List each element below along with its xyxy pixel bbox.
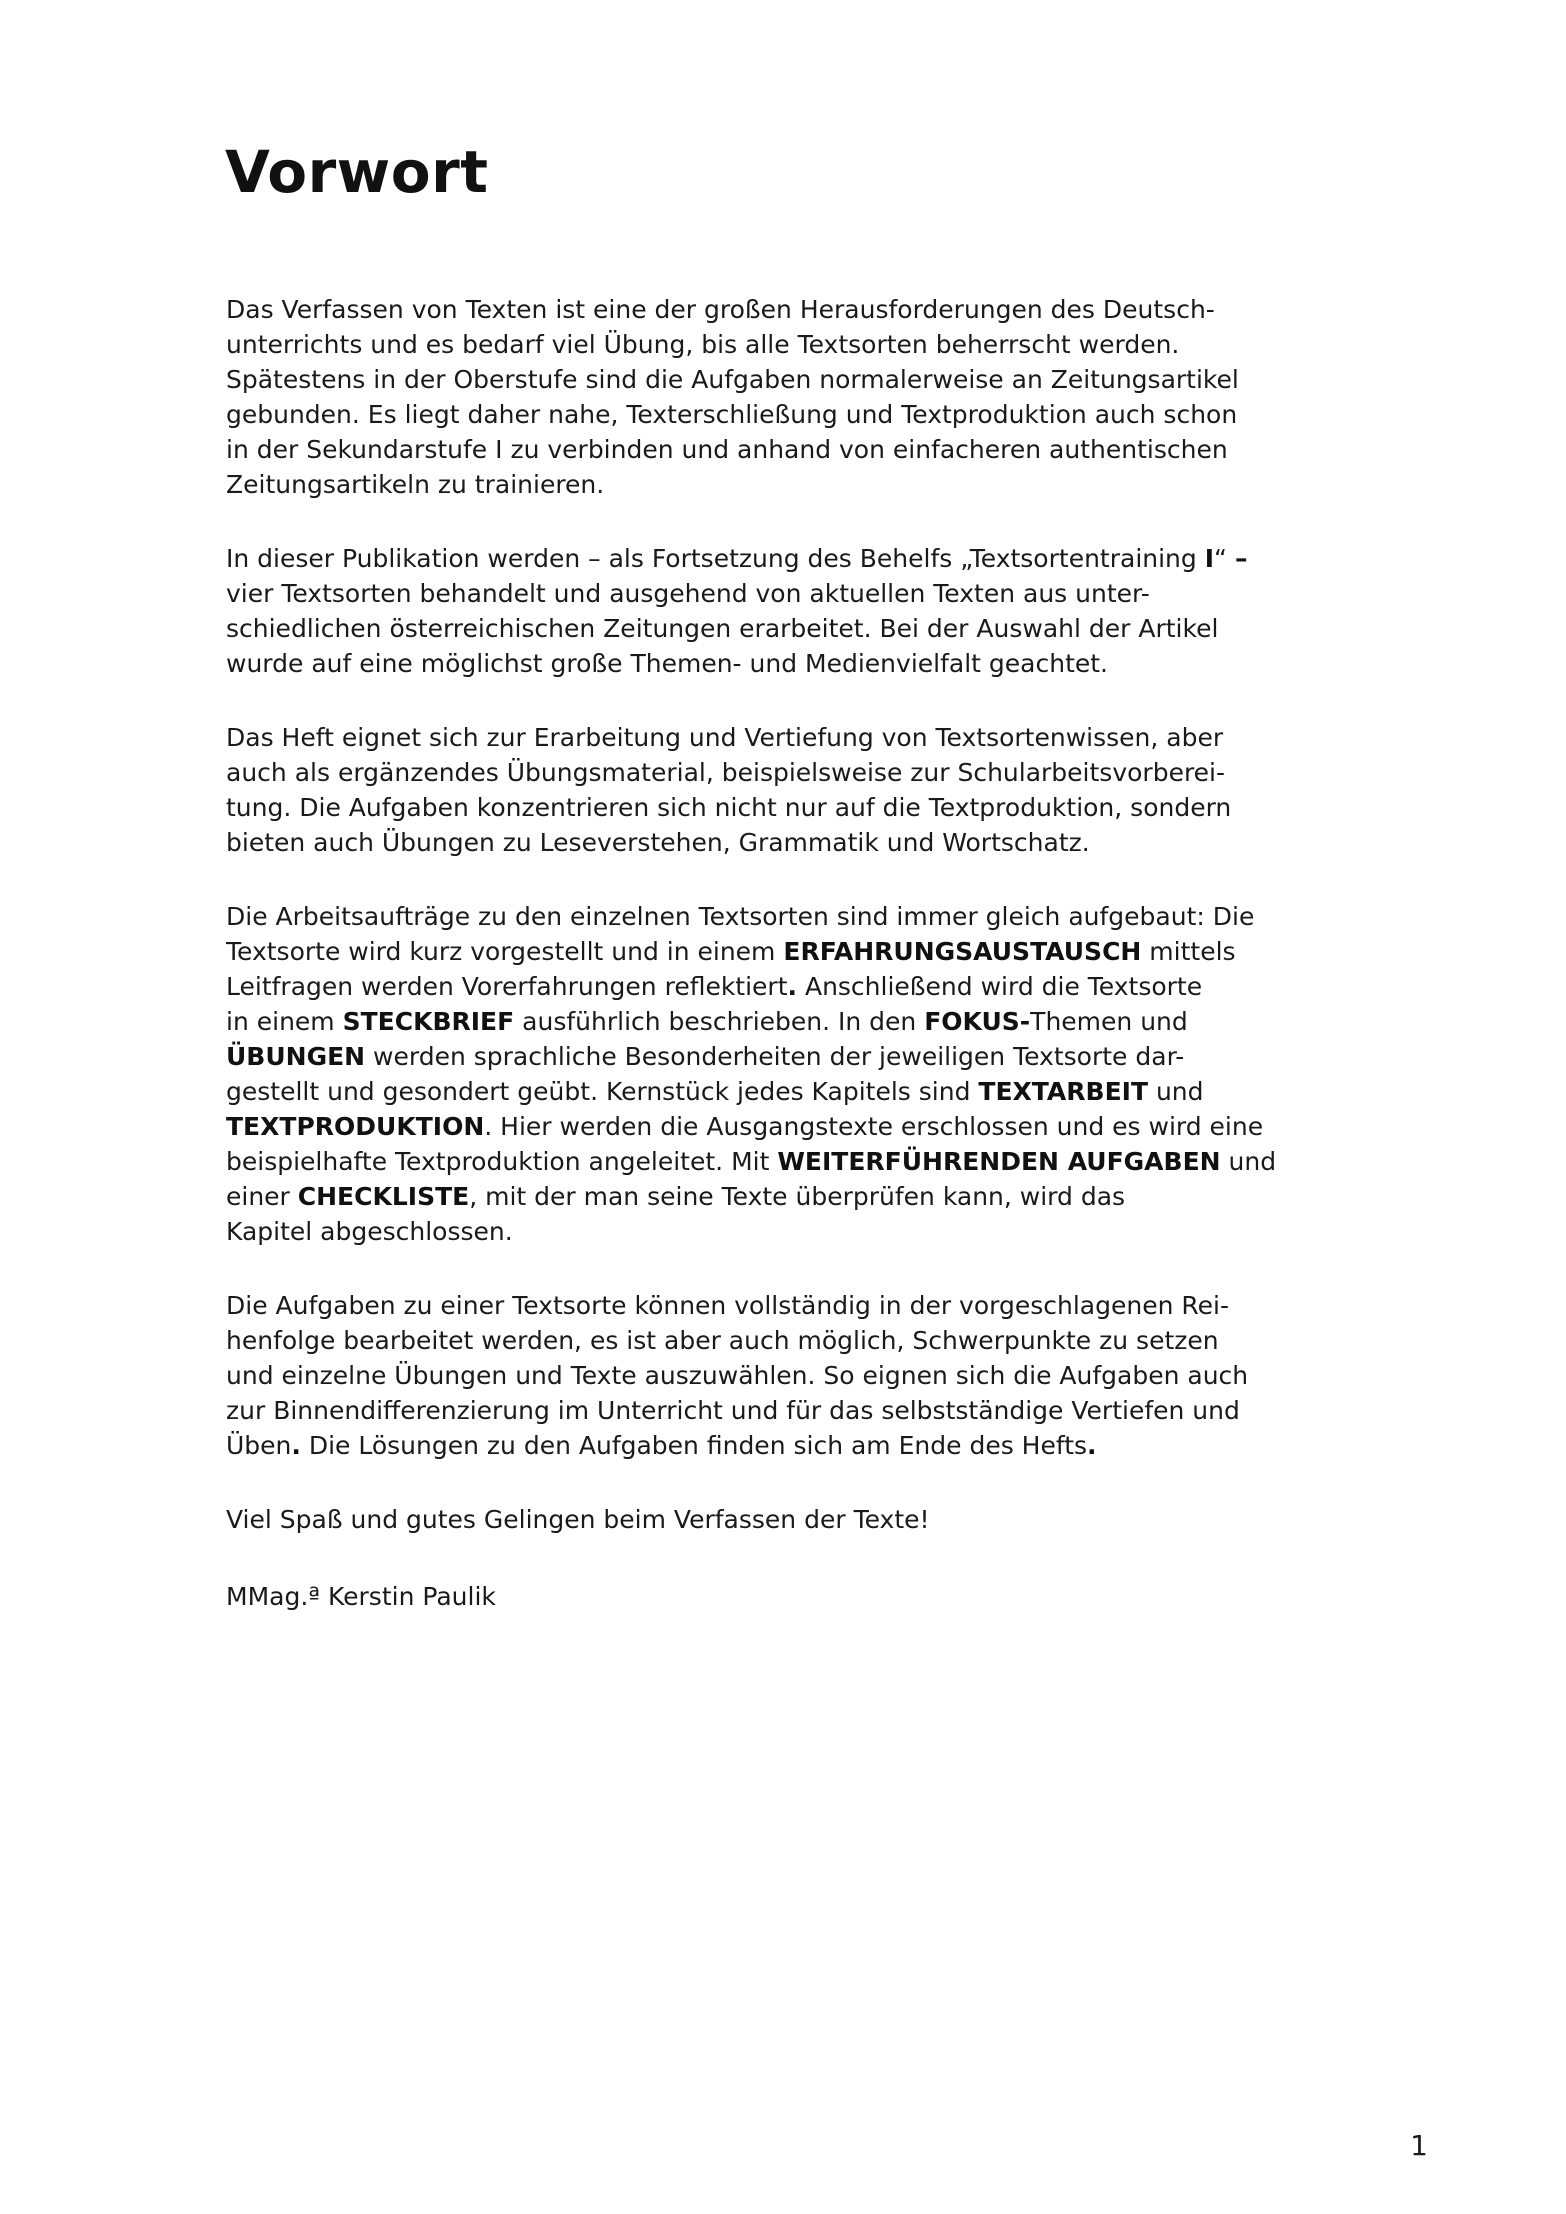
text-run: , mit der man seine Texte überprüfen kann, wird das [469, 1182, 1126, 1211]
bold-text: I [1204, 544, 1215, 573]
text-run: und [1220, 1147, 1277, 1176]
text-line [226, 646, 1306, 681]
text-line [226, 327, 1306, 362]
text-run: Üben [226, 1431, 292, 1460]
text-line [226, 934, 1306, 969]
text-run: Die Lösungen zu den Aufgaben finden sich am Ende des Hefts [300, 1431, 1088, 1460]
text-run: Das Verfassen von Texten ist eine der großen Herausforderungen des Deutsch- [226, 295, 1215, 324]
text-run: Anschließend wird die Textsorte [797, 972, 1203, 1001]
paragraph-4 [226, 899, 1306, 1249]
text-line [226, 969, 1306, 1004]
text-line [226, 1004, 1306, 1039]
text-line [226, 1358, 1306, 1393]
text-run: Themen und [1030, 1007, 1188, 1036]
bold-text: TEXTARBEIT [978, 1077, 1148, 1106]
bold-text: TEXTPRODUKTION [226, 1112, 485, 1141]
bold-text: ERFAHRUNGSAUSTAUSCH [783, 937, 1142, 966]
bold-text: CHECKLISTE [297, 1182, 470, 1211]
page-number: 1 [1410, 2129, 1428, 2162]
text-run: beispielhafte Textproduktion angeleitet. Mit [226, 1147, 778, 1176]
text-line [226, 576, 1306, 611]
paragraph-list [226, 292, 1306, 1463]
text-line [226, 899, 1306, 934]
text-line [226, 1039, 1306, 1074]
text-run: werden sprachliche Besonderheiten der jeweiligen Textsorte dar- [365, 1042, 1185, 1071]
text-line [226, 755, 1306, 790]
text-run: Spätestens in der Oberstufe sind die Aufgaben normalerweise an Zeitungsartikel [226, 365, 1239, 394]
text-run: und [1148, 1077, 1204, 1106]
text-line [226, 1144, 1306, 1179]
text-run: . Hier werden die Ausgangstexte erschlossen und es wird eine [484, 1112, 1264, 1141]
text-run: Zeitungsartikeln zu trainieren. [226, 470, 605, 499]
text-run: unterrichts und es bedarf viel Übung, bis alle Textsorten beherrscht werden. [226, 330, 1180, 359]
text-run: “ [1214, 544, 1235, 573]
text-line [226, 1323, 1306, 1358]
text-line [226, 362, 1306, 397]
text-run: bieten auch Übungen zu Leseverstehen, Grammatik und Wortschatz. [226, 828, 1090, 857]
text-run: mittels [1141, 937, 1236, 966]
bold-text: STECKBRIEF [342, 1007, 515, 1036]
text-line [226, 1179, 1306, 1214]
text-line [226, 1428, 1306, 1463]
text-run: In dieser Publikation werden – als Fortsetzung des Behelfs „Textsortentraining [226, 544, 1205, 573]
text-line [226, 790, 1306, 825]
text-line [226, 1214, 1306, 1249]
bold-text: . [1087, 1431, 1097, 1460]
text-run: Kapitel abgeschlossen. [226, 1217, 513, 1246]
text-run: und einzelne Übungen und Texte auszuwählen. So eignen sich die Aufgaben auch [226, 1361, 1249, 1390]
text-line [226, 292, 1306, 327]
text-run: vier Textsorten behandelt und ausgehend von aktuellen Texten aus unter- [226, 579, 1150, 608]
text-line [226, 611, 1306, 646]
closing-line: Viel Spaß und gutes Gelingen beim Verfassen der Texte! [226, 1505, 930, 1534]
text-run: Textsorte wird kurz vorgestellt und in einem [226, 937, 784, 966]
text-line [226, 541, 1306, 576]
text-line [226, 1288, 1306, 1323]
text-run: Leitfragen werden Vorerfahrungen reflektiert [226, 972, 788, 1001]
foreword-body [226, 292, 1306, 1656]
text-line [226, 1074, 1306, 1109]
text-run: ausführlich beschrieben. In den [514, 1007, 925, 1036]
text-line [226, 397, 1306, 432]
text-run: in der Sekundarstufe I zu verbinden und anhand von einfacheren authentischen [226, 435, 1228, 464]
text-run: einer [226, 1182, 298, 1211]
author-signature: MMag.ª Kerstin Paulik [226, 1582, 496, 1611]
text-run: henfolge bearbeitet werden, es ist aber auch möglich, Schwerpunkte zu setzen [226, 1326, 1219, 1355]
paragraph-2 [226, 541, 1306, 681]
text-line [226, 1393, 1306, 1428]
text-run: wurde auf eine möglichst große Themen- und Medienvielfalt geachtet. [226, 649, 1108, 678]
text-run: gestellt und gesondert geübt. Kernstück jedes Kapitels sind [226, 1077, 979, 1106]
paragraph-3 [226, 720, 1306, 860]
text-line [226, 1109, 1306, 1144]
paragraph-5 [226, 1288, 1306, 1463]
text-line [226, 825, 1306, 860]
bold-text: WEITERFÜHRENDEN AUFGABEN [777, 1147, 1221, 1176]
text-run: Das Heft eignet sich zur Erarbeitung und Vertiefung von Textsortenwissen, aber [226, 723, 1224, 752]
text-line [226, 720, 1306, 755]
page-title: Vorwort [225, 138, 489, 206]
bold-text: ÜBUNGEN [226, 1042, 366, 1071]
bold-text: FOKUS- [924, 1007, 1031, 1036]
text-run: tung. Die Aufgaben konzentrieren sich nicht nur auf die Textproduktion, sondern [226, 793, 1232, 822]
text-line [226, 467, 1306, 502]
text-line [226, 432, 1306, 467]
bold-text: – [1234, 544, 1248, 573]
text-run: schiedlichen österreichischen Zeitungen erarbeitet. Bei der Auswahl der Artikel [226, 614, 1219, 643]
text-run: Die Arbeitsaufträge zu den einzelnen Textsorten sind immer gleich aufgebaut: Die [226, 902, 1255, 931]
bold-text: . [787, 972, 798, 1001]
text-run: gebunden. Es liegt daher nahe, Texterschließung und Textproduktion auch schon [226, 400, 1238, 429]
bold-text: . [291, 1431, 301, 1460]
text-run: zur Binnendifferenzierung im Unterricht und für das selbstständige Vertiefen und [226, 1396, 1240, 1425]
text-run: Die Aufgaben zu einer Textsorte können vollständig in der vorgeschlagenen Rei- [226, 1291, 1229, 1320]
paragraph-1 [226, 292, 1306, 502]
text-run: in einem [226, 1007, 343, 1036]
text-run: auch als ergänzendes Übungsmaterial, beispielsweise zur Schularbeitsvorberei- [226, 758, 1226, 787]
